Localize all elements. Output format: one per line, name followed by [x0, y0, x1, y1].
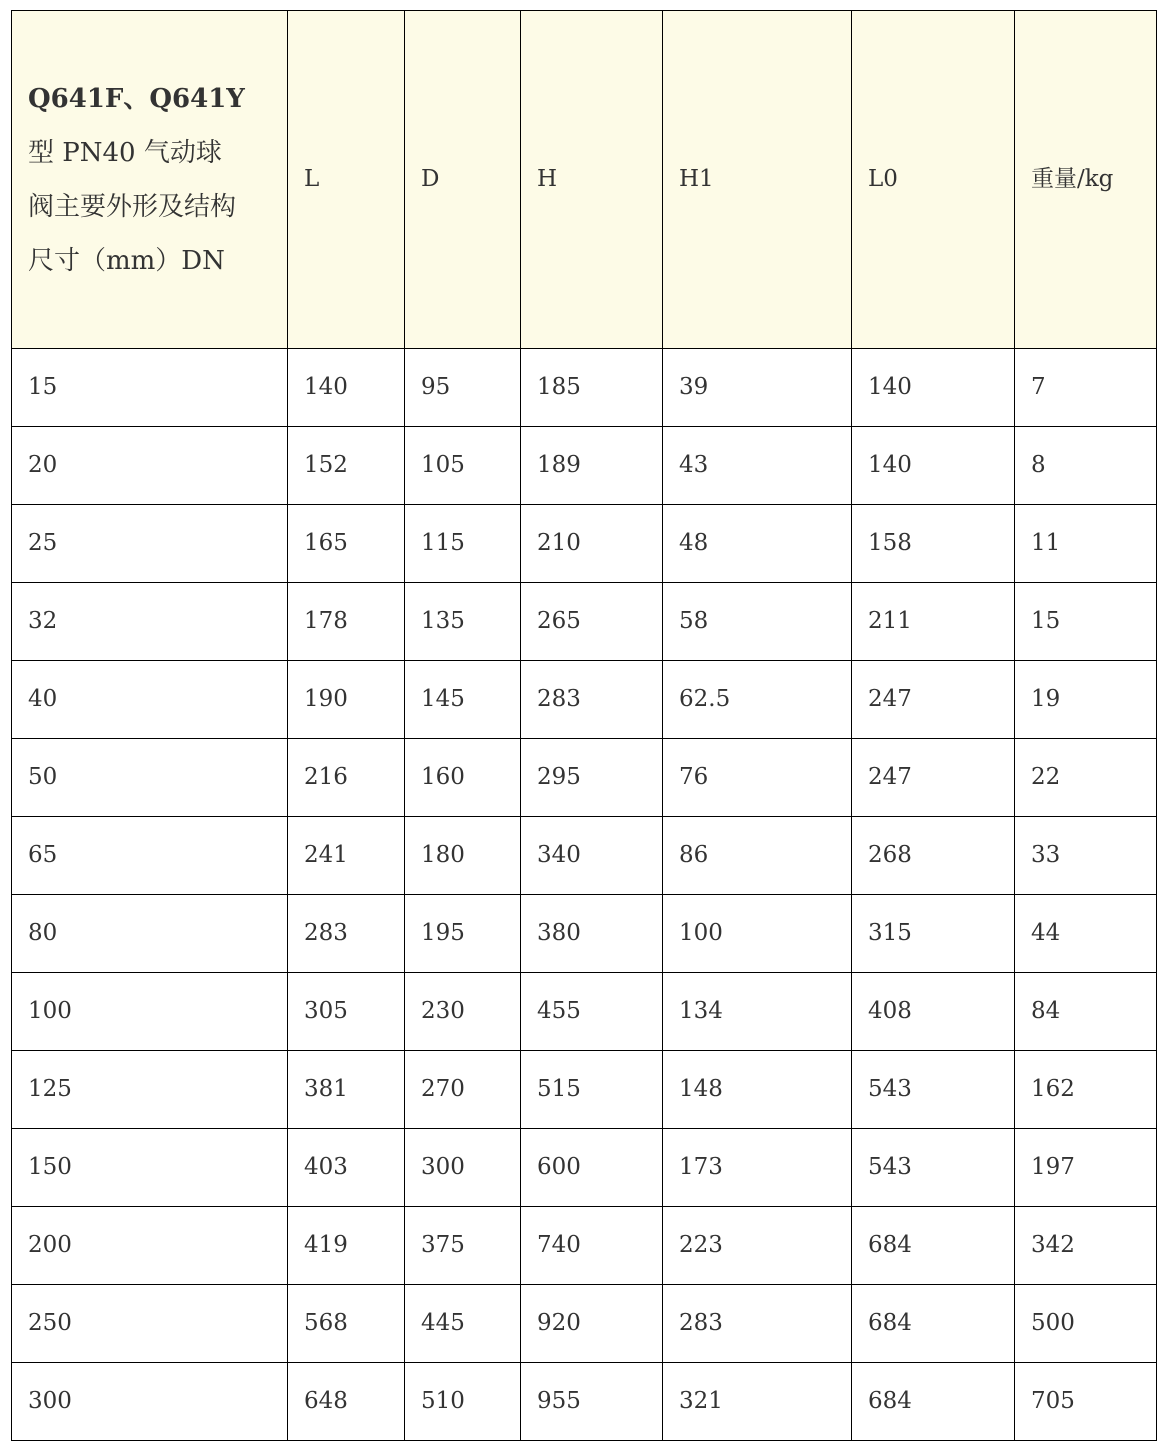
cell-dn: 65	[12, 817, 288, 895]
cell-dn: 150	[12, 1129, 288, 1207]
cell-d: 95	[405, 349, 521, 427]
cell-l0: 543	[852, 1129, 1015, 1207]
cell-h1: 223	[663, 1207, 852, 1285]
cell-h1: 134	[663, 973, 852, 1051]
cell-l: 568	[288, 1285, 405, 1363]
cell-h1: 58	[663, 583, 852, 661]
table-row	[12, 1051, 1157, 1129]
cell-weight: 15	[1015, 583, 1157, 661]
cell-weight: 84	[1015, 973, 1157, 1051]
cell-weight: 11	[1015, 505, 1157, 583]
table-row	[12, 583, 1157, 661]
table-title-cell	[12, 11, 288, 349]
cell-h: 515	[521, 1051, 663, 1129]
cell-d: 270	[405, 1051, 521, 1129]
cell-d: 375	[405, 1207, 521, 1285]
table-row	[12, 349, 1157, 427]
cell-l: 419	[288, 1207, 405, 1285]
cell-l0: 543	[852, 1051, 1015, 1129]
cell-d: 180	[405, 817, 521, 895]
cell-l: 241	[288, 817, 405, 895]
cell-l: 381	[288, 1051, 405, 1129]
title-line-desc: 阀主要外形及结构	[28, 191, 237, 222]
cell-dn: 200	[12, 1207, 288, 1285]
cell-h: 955	[521, 1363, 663, 1441]
cell-h1: 173	[663, 1129, 852, 1207]
table-row	[12, 1207, 1157, 1285]
cell-l0: 315	[852, 895, 1015, 973]
table-row	[12, 1363, 1157, 1441]
cell-h: 283	[521, 661, 663, 739]
table-row	[12, 1129, 1157, 1207]
cell-l: 403	[288, 1129, 405, 1207]
cell-weight: 19	[1015, 661, 1157, 739]
cell-weight: 705	[1015, 1363, 1157, 1441]
table-row	[12, 505, 1157, 583]
cell-weight: 342	[1015, 1207, 1157, 1285]
cell-l: 165	[288, 505, 405, 583]
cell-l: 190	[288, 661, 405, 739]
cell-dn: 32	[12, 583, 288, 661]
cell-d: 300	[405, 1129, 521, 1207]
table-header-row	[12, 11, 1157, 349]
cell-l0: 211	[852, 583, 1015, 661]
table-row	[12, 817, 1157, 895]
cell-d: 160	[405, 739, 521, 817]
cell-h1: 283	[663, 1285, 852, 1363]
cell-l0: 247	[852, 661, 1015, 739]
cell-h: 265	[521, 583, 663, 661]
cell-l0: 684	[852, 1207, 1015, 1285]
title-line-model: Q641F、Q641Y	[28, 83, 245, 114]
cell-h1: 43	[663, 427, 852, 505]
cell-l: 216	[288, 739, 405, 817]
cell-weight: 22	[1015, 739, 1157, 817]
cell-dn: 20	[12, 427, 288, 505]
cell-dn: 25	[12, 505, 288, 583]
title-line-type: 型 PN40 气动球	[28, 137, 222, 168]
table-row	[12, 973, 1157, 1051]
column-header-d: D	[405, 11, 521, 349]
cell-d: 115	[405, 505, 521, 583]
cell-dn: 40	[12, 661, 288, 739]
cell-dn: 50	[12, 739, 288, 817]
cell-dn: 125	[12, 1051, 288, 1129]
cell-l0: 684	[852, 1363, 1015, 1441]
cell-h: 210	[521, 505, 663, 583]
cell-h1: 39	[663, 349, 852, 427]
cell-l: 178	[288, 583, 405, 661]
cell-h: 185	[521, 349, 663, 427]
cell-d: 195	[405, 895, 521, 973]
cell-h1: 148	[663, 1051, 852, 1129]
cell-h1: 62.5	[663, 661, 852, 739]
cell-l: 305	[288, 973, 405, 1051]
cell-d: 230	[405, 973, 521, 1051]
cell-l0: 140	[852, 427, 1015, 505]
cell-l0: 158	[852, 505, 1015, 583]
cell-l0: 408	[852, 973, 1015, 1051]
cell-d: 145	[405, 661, 521, 739]
cell-l: 648	[288, 1363, 405, 1441]
cell-h1: 76	[663, 739, 852, 817]
cell-h1: 321	[663, 1363, 852, 1441]
cell-l0: 268	[852, 817, 1015, 895]
cell-h: 600	[521, 1129, 663, 1207]
cell-l: 283	[288, 895, 405, 973]
cell-h: 740	[521, 1207, 663, 1285]
cell-l: 152	[288, 427, 405, 505]
cell-dn: 300	[12, 1363, 288, 1441]
column-header-l: L	[288, 11, 405, 349]
cell-d: 510	[405, 1363, 521, 1441]
cell-d: 105	[405, 427, 521, 505]
table-row	[12, 1285, 1157, 1363]
cell-l: 140	[288, 349, 405, 427]
cell-h: 295	[521, 739, 663, 817]
cell-dn: 15	[12, 349, 288, 427]
column-header-l0: L0	[852, 11, 1015, 349]
cell-h: 189	[521, 427, 663, 505]
cell-h1: 48	[663, 505, 852, 583]
cell-l0: 247	[852, 739, 1015, 817]
cell-h: 340	[521, 817, 663, 895]
cell-dn: 250	[12, 1285, 288, 1363]
table-row	[12, 661, 1157, 739]
cell-weight: 8	[1015, 427, 1157, 505]
cell-h1: 86	[663, 817, 852, 895]
cell-l0: 140	[852, 349, 1015, 427]
cell-d: 445	[405, 1285, 521, 1363]
table-row	[12, 739, 1157, 817]
dimension-table	[11, 10, 1157, 1441]
cell-h1: 100	[663, 895, 852, 973]
cell-l0: 684	[852, 1285, 1015, 1363]
cell-dn: 100	[12, 973, 288, 1051]
column-header-h: H	[521, 11, 663, 349]
column-header-h1: H1	[663, 11, 852, 349]
cell-h: 380	[521, 895, 663, 973]
table-row	[12, 427, 1157, 505]
cell-weight: 33	[1015, 817, 1157, 895]
cell-h: 455	[521, 973, 663, 1051]
cell-weight: 197	[1015, 1129, 1157, 1207]
cell-d: 135	[405, 583, 521, 661]
column-header-weight: 重量/kg	[1015, 11, 1157, 349]
cell-weight: 7	[1015, 349, 1157, 427]
table-row	[12, 895, 1157, 973]
title-line-unit: 尺寸（mm）DN	[28, 245, 225, 276]
cell-weight: 44	[1015, 895, 1157, 973]
cell-h: 920	[521, 1285, 663, 1363]
cell-weight: 162	[1015, 1051, 1157, 1129]
cell-weight: 500	[1015, 1285, 1157, 1363]
cell-dn: 80	[12, 895, 288, 973]
